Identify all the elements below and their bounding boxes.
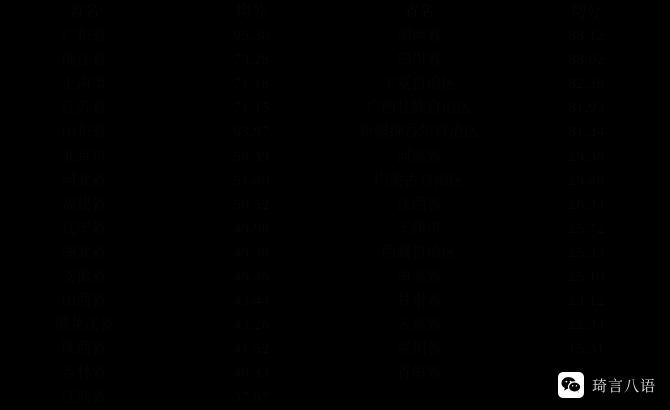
cell-province: 广西壮族自治区: [366, 100, 472, 117]
cell-province: 贵州省: [396, 341, 442, 358]
cell-score: 29.38: [568, 148, 605, 165]
cell-score: 95.30: [233, 28, 270, 45]
cell-score: 58.39: [233, 148, 270, 165]
cell-score: 73.28: [233, 52, 270, 69]
cell-province: 天津市: [396, 220, 442, 237]
cell-province: 云南省: [396, 317, 442, 334]
cell-score: 43.26: [233, 317, 270, 334]
table-row: [0, 145, 670, 169]
cell-score: 63.97: [233, 124, 270, 141]
cell-province: 辽宁省: [61, 220, 107, 237]
table-row: [0, 48, 670, 72]
wechat-icon: [558, 372, 584, 398]
table-row: [0, 313, 670, 337]
table-row: [0, 217, 670, 241]
cell-score: 26.34: [568, 196, 605, 213]
cell-province: 湖北省: [61, 244, 107, 261]
cell-province: 河南省: [396, 148, 442, 165]
watermark: [558, 372, 656, 398]
cell-province: 内蒙古自治区: [373, 172, 464, 189]
table-row: [0, 96, 670, 120]
cell-score: 22.34: [568, 317, 605, 334]
table-row: [0, 193, 670, 217]
table-header-row: [0, 0, 670, 24]
cell-score: 33.02: [568, 52, 605, 69]
cell-score: 50.52: [233, 196, 270, 213]
cell-score: 29.48: [568, 172, 605, 189]
watermark-label: 琦言八语: [591, 377, 656, 395]
cell-score: 51.40: [233, 172, 270, 189]
cell-score: 49.38: [233, 244, 270, 261]
cell-province: 江西省: [396, 196, 442, 213]
cell-score: 32.28: [568, 76, 605, 93]
cell-score: 31.93: [568, 100, 605, 117]
cell-province: 宁夏自治区: [381, 76, 457, 93]
cell-province: 西藏自治区: [381, 244, 457, 261]
cell-score: 37.07: [233, 389, 270, 406]
column-header-score-left: 均分: [235, 4, 267, 20]
cell-score: 23.12: [568, 293, 605, 310]
cell-province: 四川省: [396, 52, 442, 69]
cell-score: 33.12: [568, 28, 605, 45]
cell-score: 40.33: [233, 365, 270, 382]
cell-province: 陕西省: [61, 341, 107, 358]
column-header-score-right: 均分: [570, 4, 602, 20]
cell-province: 安徽省: [61, 269, 107, 286]
cell-province: 黑龙江省: [53, 317, 114, 334]
cell-score: 71.15: [233, 100, 270, 117]
table-row: [0, 265, 670, 289]
table-body: [0, 24, 670, 410]
column-header-province-left: 省名: [68, 4, 99, 20]
table-row: [0, 24, 670, 48]
cell-province: 青海省: [396, 365, 442, 382]
cell-province: 吉林省: [61, 365, 107, 382]
cell-province: 福建省: [61, 196, 107, 213]
cell-score: 41.52: [233, 341, 270, 358]
column-header-province-right: 省名: [403, 4, 434, 20]
cell-province: 上海市: [61, 76, 107, 93]
cell-province: 河北省: [61, 172, 107, 189]
cell-province: 北京市: [61, 148, 107, 165]
cell-province: 甘肃省: [396, 293, 442, 310]
cell-province: 山西省: [61, 293, 107, 310]
cell-province: 湖南省: [396, 28, 442, 45]
table-row: [0, 289, 670, 313]
cell-score: 46.46: [233, 269, 270, 286]
cell-score: 25.72: [568, 220, 605, 237]
cell-province: 浙江省: [61, 52, 107, 69]
cell-province: 江西省: [61, 389, 107, 406]
cell-score: 43.44: [233, 293, 270, 310]
cell-province: 山东省: [61, 124, 107, 141]
table-row: [0, 120, 670, 144]
cell-score: 25.10: [568, 269, 605, 286]
cell-province: 江苏省: [61, 100, 107, 117]
cell-score: 15.31: [568, 341, 605, 358]
table-row: [0, 337, 670, 361]
cell-province: 广东省: [61, 28, 107, 45]
cell-province: [335, 386, 503, 410]
cell-score: 25.33: [568, 244, 605, 261]
cell-province: 海南省: [396, 269, 442, 286]
cell-score: 49.98: [233, 220, 270, 237]
table-row: [0, 72, 670, 96]
table-row: [0, 241, 670, 265]
cell-province: 新疆维吾尔自治区: [358, 124, 479, 141]
cell-score: 71.18: [233, 76, 270, 93]
cell-score: 31.34: [568, 124, 605, 141]
table-row: [0, 169, 670, 193]
